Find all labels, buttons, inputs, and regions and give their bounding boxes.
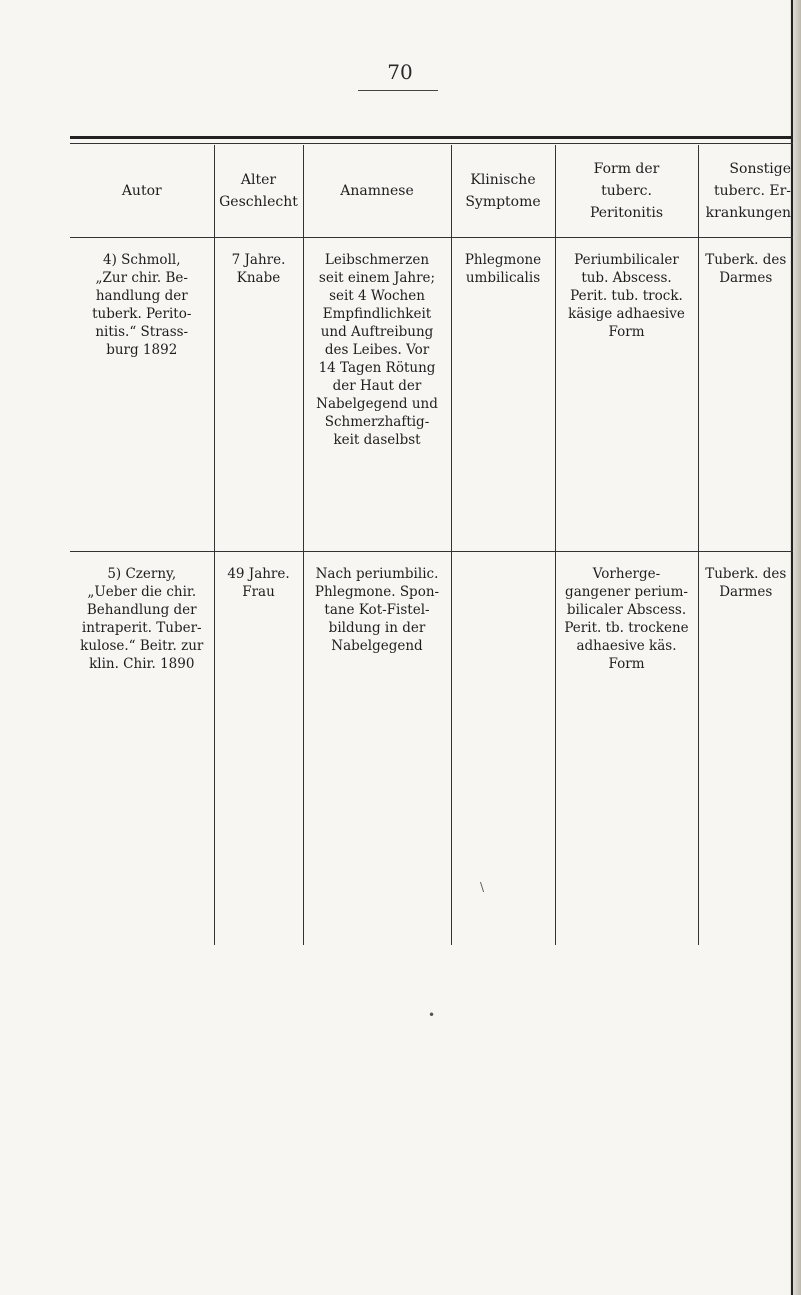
header-anamnese: Anamnese — [303, 145, 451, 238]
header-autor: Autor — [70, 145, 214, 238]
cell-anamnese: Nach periumbilic. Phlegmone. Spon- tane Kot-Fistel- bildung in der Nabelgegend — [303, 552, 451, 946]
cell-sonstige: Tuberk. des Darmes — [698, 238, 793, 552]
page-number: 70 — [387, 60, 413, 84]
header-klinische-symptome: Klinische Symptome — [451, 145, 555, 238]
case-table — [70, 145, 793, 945]
header-alter-geschlecht: Alter Geschlecht — [214, 145, 303, 238]
cell-autor: 5) Czerny, „Ueber die chir. Behandlung der intraperit. Tuber- kulose.“ Beitr. zur klin. Chir. 1890 — [80, 566, 204, 672]
cell-alter: 7 Jahre. Knabe — [214, 238, 303, 552]
table-header-row — [70, 145, 793, 238]
table-top-rule-thin — [70, 143, 793, 144]
cell-form: Periumbilicaler tub. Abscess. Perit. tub. trock. käsige adhaesive Form — [555, 238, 698, 552]
cell-symptome — [451, 552, 555, 946]
cell-sonstige: Tuberk. des Darmes — [698, 552, 793, 946]
paper-speck: \ — [480, 880, 485, 894]
cell-symptome: Phlegmone umbilicalis — [451, 238, 555, 552]
cell-anamnese: Leibschmerzen seit einem Jahre; seit 4 Wochen Empfindlichkeit und Auftreibung des Leibes. Vor 14 Tagen Rötung der Haut der Nabelgegend und Schmerzhaftig- keit daselbst — [303, 238, 451, 552]
table-row — [70, 238, 793, 552]
header-sonstige: Sonstige tuberc. Er- krankungen — [698, 145, 793, 238]
cell-form: Vorherge- gangener perium- bilicaler Abscess. Perit. tb. trockene adhaesive käs. Form — [555, 552, 698, 946]
table-top-rule — [70, 136, 793, 139]
header-form-peritonitis: Form der tuberc. Peritonitis — [555, 145, 698, 238]
table-row — [70, 552, 793, 946]
page-number-rule — [358, 90, 438, 91]
paper-speck: • — [428, 1008, 436, 1022]
cell-autor: 4) Schmoll, „Zur chir. Be- handlung der tuberk. Perito- nitis.“ Strass- burg 1892 — [70, 238, 214, 552]
cell-alter: 49 Jahre. Frau — [214, 552, 303, 946]
